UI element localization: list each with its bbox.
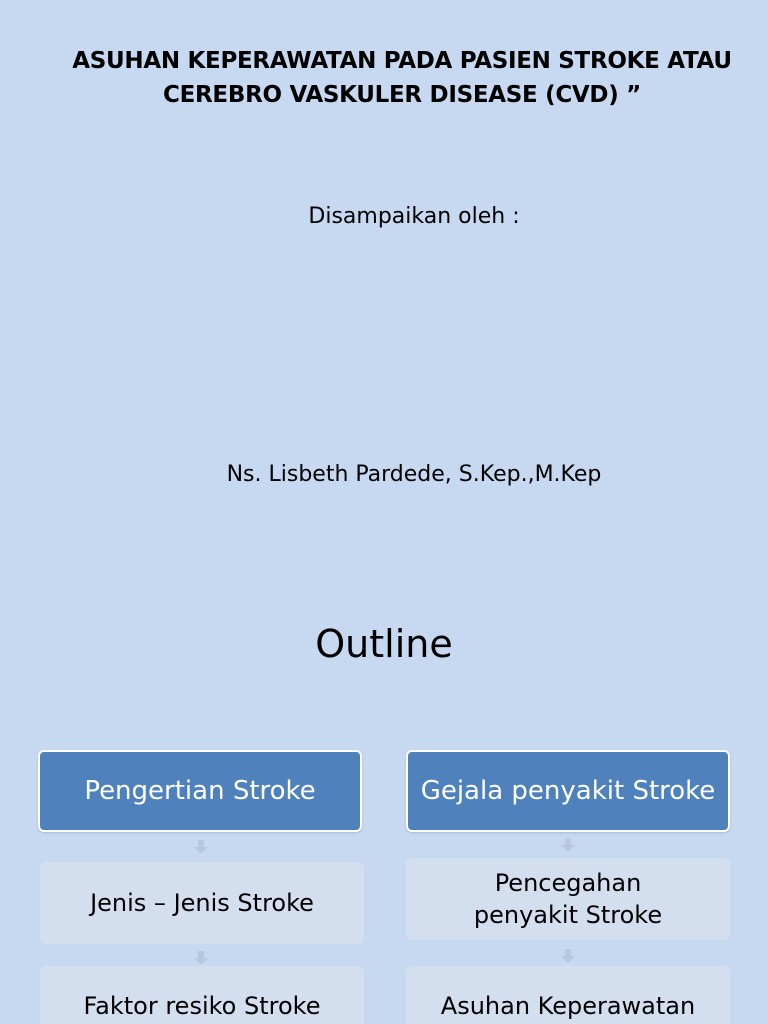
box-faktor-resiko: Faktor resiko Stroke — [40, 966, 364, 1024]
presenter-name: Ns. Lisbeth Pardede, S.Kep.,M.Kep — [226, 462, 602, 487]
box-asuhan-keperawatan: Asuhan Keperawatan — [406, 966, 730, 1024]
arrow-down-icon — [194, 840, 208, 854]
title-line-1: ASUHAN KEPERAWATAN PADA PASIEN STROKE ATAU — [72, 48, 732, 74]
slide-title — [40, 44, 764, 112]
box-pengertian-stroke: Pengertian Stroke — [38, 750, 362, 832]
title-line-2: CEREBRO VASKULER DISEASE (CVD) ” — [163, 82, 641, 108]
arrow-down-icon — [561, 838, 575, 852]
outline-title: Outline — [315, 622, 453, 666]
box-pencegahan-stroke: Pencegahan penyakit Stroke — [406, 858, 730, 940]
arrow-down-icon — [561, 949, 575, 963]
presenter-label: Disampaikan oleh : — [308, 204, 520, 229]
arrow-down-icon — [194, 951, 208, 965]
box-jenis-stroke: Jenis – Jenis Stroke — [40, 862, 364, 944]
box-gejala-penyakit: Gejala penyakit Stroke — [406, 750, 730, 832]
